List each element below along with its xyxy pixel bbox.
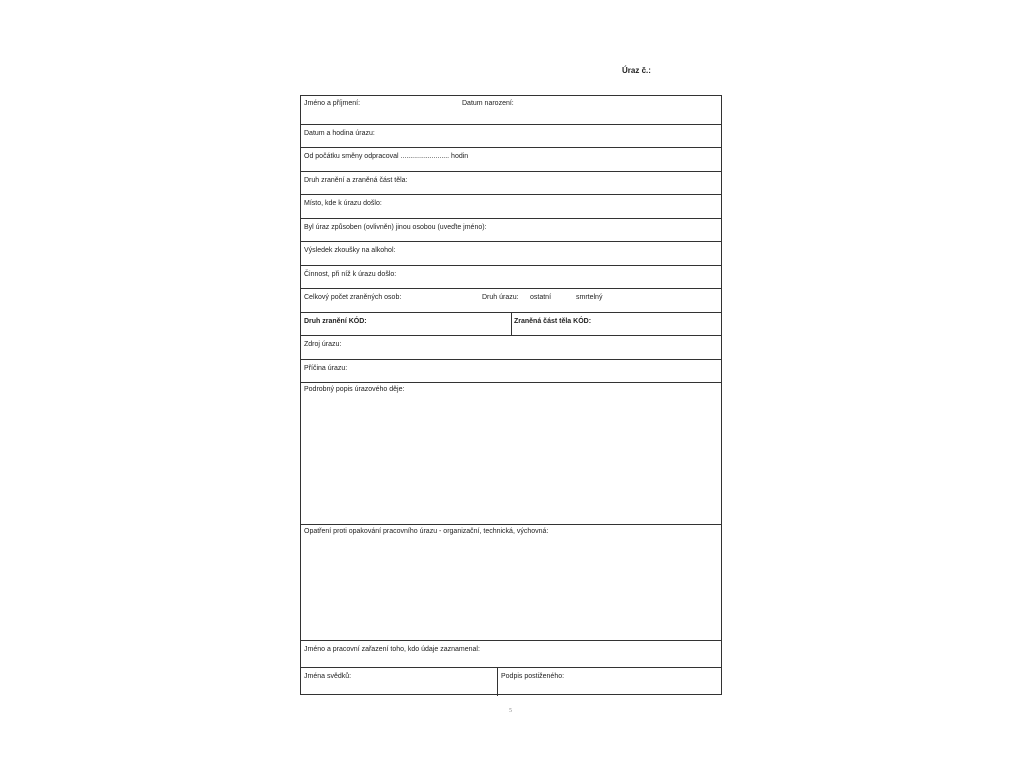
row-codes [301, 313, 721, 336]
witnesses-cell[interactable] [301, 668, 498, 696]
row-name-birthdate[interactable] [301, 96, 721, 125]
caused-by-other-label: Byl úraz způsoben (ovlivněn) jinou osobou (uveďte jméno): [304, 224, 487, 231]
accident-number-label: Úraz č.: [622, 66, 651, 75]
row-alcohol-test[interactable] [301, 242, 721, 266]
accident-type-option-fatal[interactable]: smrtelný [576, 294, 603, 301]
row-description[interactable] [301, 383, 721, 525]
name-label: Jméno a příjmení: [304, 100, 361, 107]
recorder-label: Jméno a pracovní zařazení toho, kdo údaje zaznamenal: [304, 646, 480, 653]
row-measures[interactable] [301, 525, 721, 641]
row-activity[interactable] [301, 266, 721, 289]
witnesses-label: Jména svědků: [304, 673, 352, 680]
row-total-injured-type[interactable] [301, 289, 721, 313]
hours-worked-label: Od počátku směny odpracoval ......................... hodin [304, 153, 469, 160]
description-label: Podrobný popis úrazového děje: [304, 386, 405, 393]
injury-code-cell[interactable] [301, 313, 512, 335]
row-source[interactable] [301, 336, 721, 360]
body-part-code-label: Zraněná část těla KÓD: [514, 318, 592, 325]
accident-datetime-label: Datum a hodina úrazu: [304, 130, 375, 137]
injured-signature-label: Podpis postiženého: [501, 673, 565, 680]
row-recorder[interactable] [301, 641, 721, 668]
injury-type-body-part-label: Druh zranění a zraněná část těla: [304, 177, 408, 184]
accident-type-option-other[interactable]: ostatní [530, 294, 552, 301]
accident-record-form [300, 95, 722, 695]
row-caused-by-other[interactable] [301, 219, 721, 242]
row-cause[interactable] [301, 360, 721, 383]
injury-code-label: Druh zranění KÓD: [304, 318, 367, 325]
measures-label: Opatření proti opakování pracovního úrazu - organizační, technická, výchovná: [304, 528, 549, 535]
row-place[interactable] [301, 195, 721, 219]
injured-signature-cell[interactable] [498, 668, 721, 696]
row-accident-datetime[interactable] [301, 125, 721, 148]
body-part-code-cell[interactable] [512, 313, 721, 335]
cause-label: Příčina úrazu: [304, 365, 348, 372]
accident-type-label: Druh úrazu: [482, 294, 519, 301]
row-injury-type-body-part[interactable] [301, 172, 721, 195]
row-witnesses-signature [301, 668, 721, 696]
activity-label: Činnost, při níž k úrazu došlo: [304, 271, 397, 278]
source-label: Zdroj úrazu: [304, 341, 342, 348]
page-number: 5 [509, 708, 512, 714]
birth-date-label: Datum narození: [462, 100, 514, 107]
row-hours-worked[interactable] [301, 148, 721, 172]
place-label: Místo, kde k úrazu došlo: [304, 200, 382, 207]
total-injured-label: Celkový počet zraněných osob: [304, 294, 402, 301]
alcohol-test-label: Výsledek zkoušky na alkohol: [304, 247, 396, 254]
